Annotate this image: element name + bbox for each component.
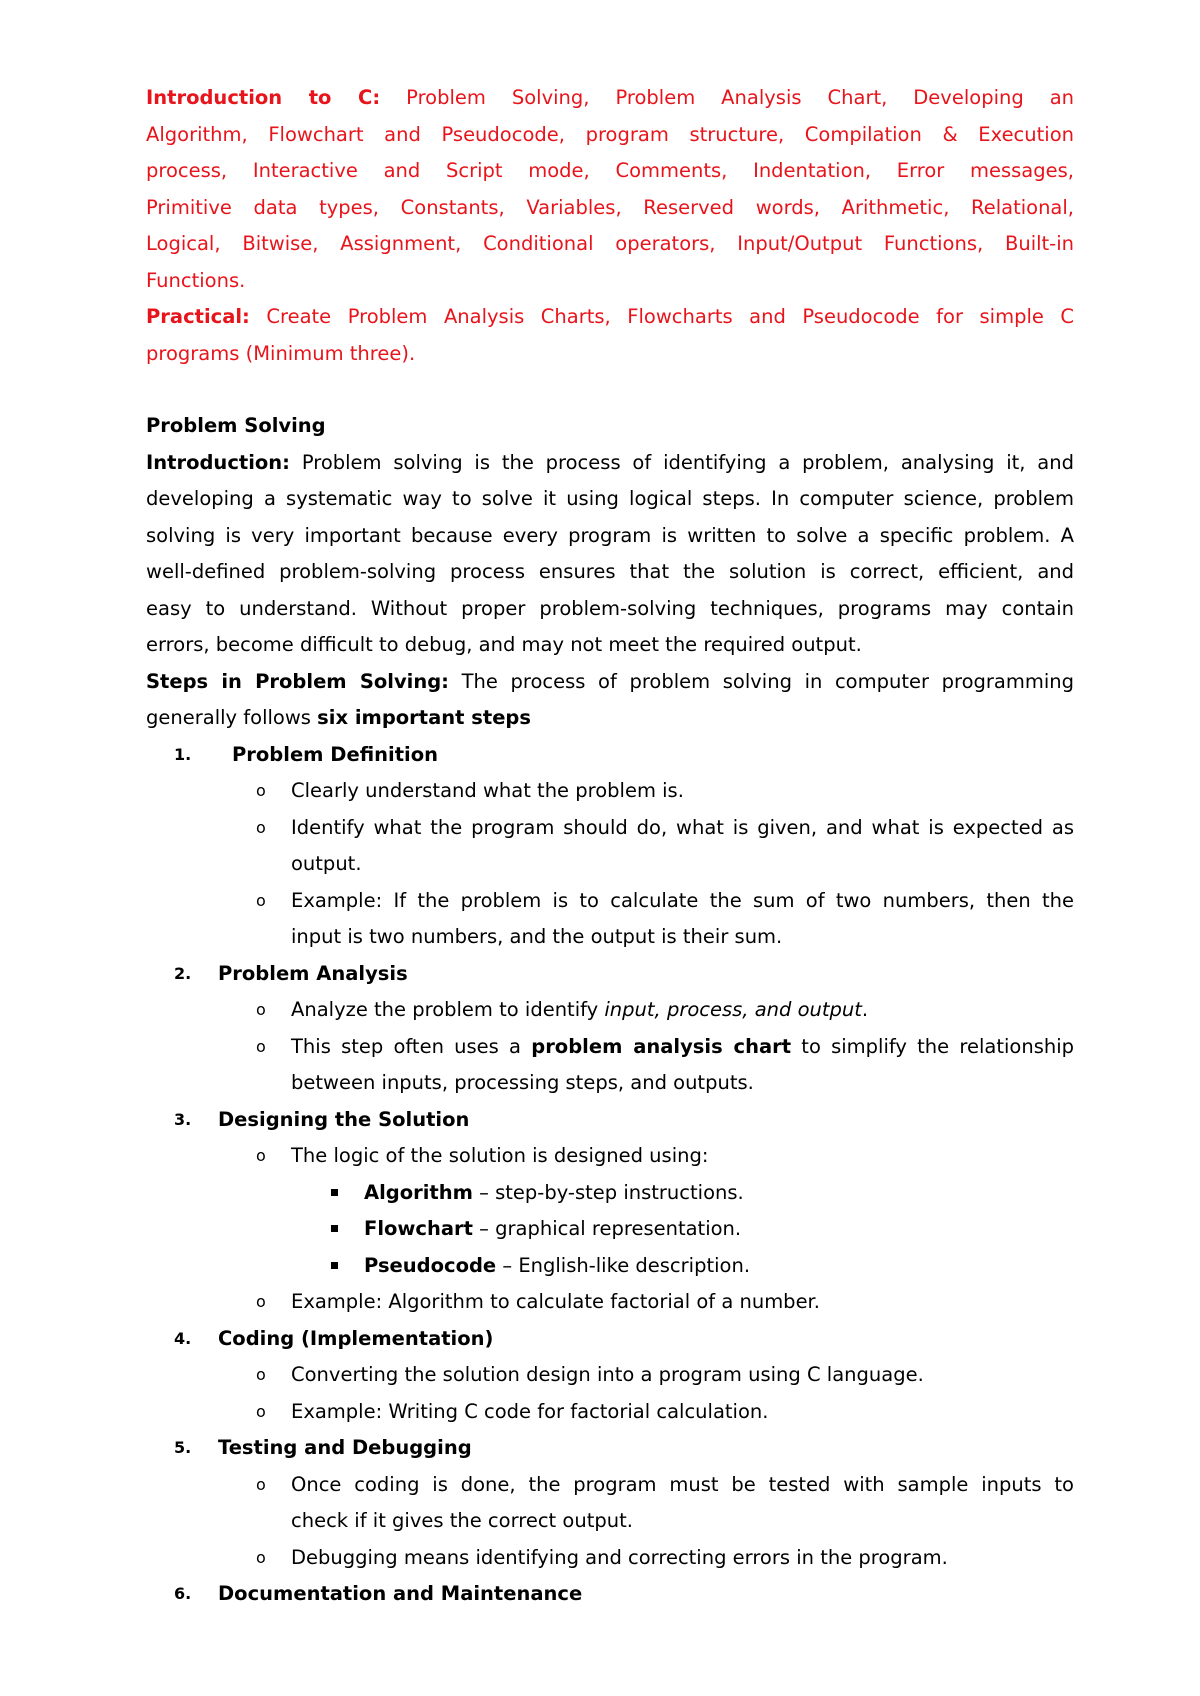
bullet-continuation: check if it gives the correct output.	[291, 1509, 633, 1532]
syllabus-line: Logical, Bitwise, Assignment, Conditional operators, Input/Output Functions, Built-in	[146, 232, 1074, 255]
bullet-item: o Example: Writing C code for factorial calculation.	[146, 1394, 1074, 1431]
bullet-item: o The logic of the solution is designed using:	[146, 1138, 1074, 1175]
syllabus-line: process, Interactive and Script mode, Comments, Indentation, Error messages,	[146, 159, 1074, 182]
syllabus-intro-label: Introduction to C:	[146, 86, 381, 109]
intro-paragraph-line: easy to understand. Without proper problem-solving techniques, programs may contain	[146, 596, 1074, 620]
step-number: 2.	[174, 963, 192, 983]
list-item-step-6	[146, 1576, 1074, 1613]
list-item-step-2	[146, 956, 1074, 993]
step-number: 6.	[174, 1584, 192, 1603]
step-number: 1.	[174, 744, 192, 764]
step-title: Designing the Solution	[218, 1107, 470, 1131]
practical-line: Practical: Create Problem Analysis Charts, Flowcharts and Pseudocode for simple C	[146, 305, 1075, 328]
square-bullet-icon	[331, 1262, 338, 1269]
intro-paragraph-line: Introduction: Problem solving is the process of identifying a problem, analysing it, and	[146, 450, 1074, 474]
document-page	[146, 80, 1074, 1613]
bullet-item: o Clearly understand what the problem is.	[146, 773, 1074, 810]
circle-bullet-icon: o	[256, 1401, 266, 1421]
syllabus-line: Primitive data types, Constants, Variables, Reserved words, Arithmetic, Relational,	[146, 195, 1074, 219]
bullet-item: o Converting the solution design into a program using C language.	[146, 1357, 1074, 1394]
bullet-item: o This step often uses a problem analysis chart to simplify the relationship	[146, 1029, 1074, 1066]
step-title: Testing and Debugging	[218, 1436, 472, 1459]
step-number: 3.	[174, 1109, 192, 1129]
circle-bullet-icon: o	[256, 1474, 266, 1494]
list-item-step-5	[146, 1430, 1074, 1467]
bullet-item: o Example: If the problem is to calculate the sum of two numbers, then the	[146, 883, 1074, 920]
steps-intro-line: Steps in Problem Solving: The process of problem solving in computer programming	[146, 669, 1075, 693]
step-title: Documentation and Maintenance	[218, 1582, 583, 1605]
sub-bullet-item: Flowchart – graphical representation.	[146, 1211, 1074, 1248]
circle-bullet-icon: o	[256, 1036, 266, 1056]
list-item-step-3	[146, 1102, 1074, 1139]
bullet-item: o Analyze the problem to identify input, process, and output.	[146, 992, 1074, 1029]
square-bullet-icon	[331, 1189, 338, 1196]
step-number: 5.	[174, 1438, 192, 1457]
bullet-item: o Identify what the program should do, what is given, and what is expected as	[146, 810, 1074, 847]
syllabus-line: Algorithm, Flowchart and Pseudocode, program structure, Compilation & Execution	[146, 122, 1074, 146]
square-bullet-icon	[331, 1225, 338, 1232]
step-title: Problem Analysis	[218, 961, 408, 985]
intro-paragraph-line: solving is very important because every program is written to solve a specific problem. A	[146, 523, 1074, 547]
circle-bullet-icon: o	[256, 1547, 266, 1567]
bullet-continuation: input is two numbers, and the output is their sum.	[291, 925, 783, 948]
steps-label: Steps in Problem Solving:	[146, 669, 449, 693]
practical-label: Practical:	[146, 305, 250, 328]
bullet-item: o Example: Algorithm to calculate factorial of a number.	[146, 1284, 1074, 1321]
sub-bullet-item: Pseudocode – English-like description.	[146, 1248, 1074, 1285]
step-number: 4.	[174, 1328, 192, 1348]
bullet-continuation: between inputs, processing steps, and outputs.	[291, 1071, 754, 1094]
bullet-continuation: output.	[291, 852, 362, 875]
intro-paragraph-line: well-defined problem-solving process ensures that the solution is correct, efficient, and	[146, 560, 1074, 583]
list-item-step-1	[146, 737, 1074, 774]
circle-bullet-icon: o	[256, 817, 266, 837]
circle-bullet-icon: o	[256, 1292, 266, 1311]
syllabus-intro-line: Introduction to C: Problem Solving, Problem Analysis Chart, Developing an	[146, 86, 1075, 109]
circle-bullet-icon: o	[256, 781, 266, 800]
bullet-item: o Debugging means identifying and correcting errors in the program.	[146, 1540, 1074, 1577]
circle-bullet-icon: o	[256, 1365, 266, 1384]
circle-bullet-icon: o	[256, 1146, 266, 1165]
intro-label: Introduction:	[146, 450, 290, 474]
circle-bullet-icon: o	[256, 1000, 266, 1019]
section-heading: Problem Solving	[146, 414, 326, 437]
step-title: Coding (Implementation)	[218, 1326, 494, 1350]
step-title: Problem Definition	[232, 742, 438, 766]
intro-paragraph-line: errors, become difficult to debug, and may not meet the required output.	[146, 633, 862, 656]
steps-intro-line: generally follows six important steps	[146, 706, 531, 729]
circle-bullet-icon: o	[256, 890, 266, 910]
list-item-step-4	[146, 1321, 1074, 1358]
bullet-item: o Once coding is done, the program must be tested with sample inputs to	[146, 1467, 1074, 1504]
intro-paragraph-line: developing a systematic way to solve it using logical steps. In computer science, problem	[146, 487, 1074, 510]
sub-bullet-item: Algorithm – step-by-step instructions.	[146, 1175, 1074, 1212]
syllabus-line: Functions.	[146, 268, 246, 292]
practical-line: programs (Minimum three).	[146, 341, 416, 365]
